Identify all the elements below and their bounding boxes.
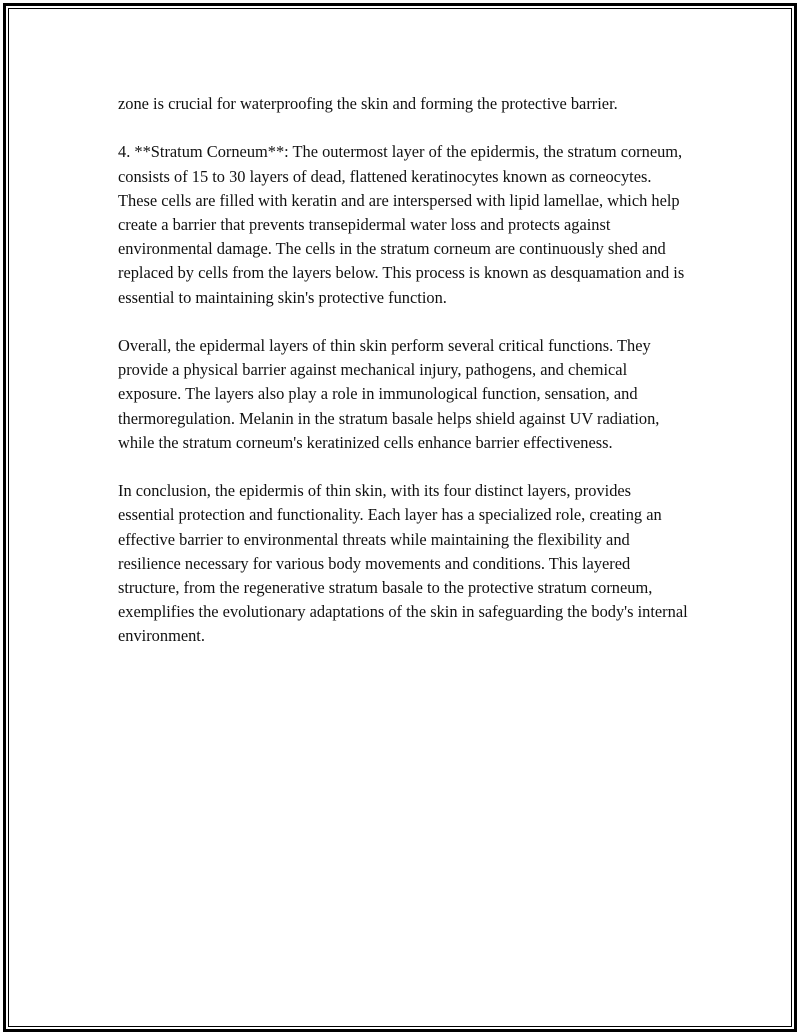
document-body (118, 92, 690, 673)
paragraph-epidermis-zone-continuation: zone is crucial for waterproofing the skin and forming the protective barrier. (118, 94, 618, 113)
paragraph-overall-functions: Overall, the epidermal layers of thin skin perform several critical functions. They provide a physical barrier against mechanical injury, pathogens, and chemical exposure. The layers also play a role in immunological function, sensation, and thermoregulation. Melanin in the stratum basale helps shield against UV radiation, while the stratum corneum's keratinized cells enhance barrier effectiveness. (118, 336, 660, 452)
paragraph-conclusion: In conclusion, the epidermis of thin skin, with its four distinct layers, provides essential protection and functionality. Each layer has a specialized role, creating an effective barrier to environmental threats while maintaining the flexibility and resilience necessary for various body movements and conditions. This layered structure, from the regenerative stratum basale to the protective stratum corneum, exemplifies the evolutionary adaptations of the skin in safeguarding the body's internal environment. (118, 481, 688, 646)
paragraph-stratum-corneum: 4. **Stratum Corneum**: The outermost layer of the epidermis, the stratum corneum, consists of 15 to 30 layers of dead, flattened keratinocytes known as corneocytes. These cells are filled with keratin and are interspersed with lipid lamellae, which help create a barrier that prevents transepidermal water loss and protects against environmental damage. The cells in the stratum corneum are continuously shed and replaced by cells from the layers below. This process is known as desquamation and is essential to maintaining skin's protective function. (118, 142, 685, 307)
